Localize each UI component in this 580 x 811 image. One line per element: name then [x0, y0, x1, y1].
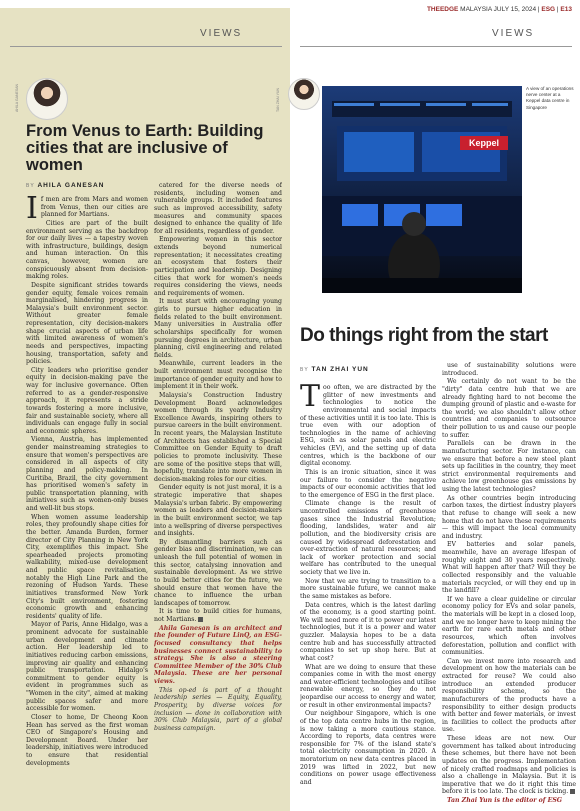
- left-column-2: [154, 182, 282, 806]
- end-mark-icon: [198, 617, 203, 622]
- right-lead-text: oo often, we are distracted by the glitter of new investments and technologies to notice the environmental and social impacts of these activities until it is too late. This is true even with our adoption of technologies in the name of achieving ESG, such as solar panels and electric vehicles (EV), and the setting up of data centres, which is the backbone of our digital economy.: [300, 384, 436, 468]
- article-paragraph: If we have a clear guideline or circular economy policy for EVs and solar panels, the materials will be kept in a closed loop, and we no longer have to keep mining the earth for rare earth metals and other resources, which often involves deforestation, pollution and conflict with communities.: [442, 595, 576, 657]
- article-paragraph: Vienna, Austria, has implemented gender mainstreaming strategies to ensure that women's perspectives are considered in all aspects of city planning and policy-making. In Curitiba, Brazil, the city government has prioritised women's safety in public transportation planning, with initiatives such as women-only buses and well-lit bus stops.: [26, 436, 148, 512]
- brand: THEEDGE: [426, 6, 459, 13]
- article-paragraph: What are we doing to ensure that these companies come in with the most energy and water-efficient technologies and utilise renewable energy, so they do not jeopardise our access to energy and water, or result in other environmental impacts?: [300, 663, 436, 709]
- article-paragraph: Mayor of Paris, Anne Hidalgo, was a prominent advocate for sustainable urban development and climate action. Her leadership led to initiatives reducing carbon emissions, improving air quality and enhancing public transportation. Hidalgo's commitment to gender equity is evident in programmes such as "Women in the city", aimed at making public spaces safer and more accessible for women.: [26, 621, 148, 713]
- author-bio-right: Tan Zhai Yun is the editor of ESG: [447, 797, 563, 804]
- divider: [10, 46, 282, 47]
- article-paragraph: Closer to home, Dr Cheong Koon Hean has served as the first woman CEO of Singapore's Housing and Development Board. Under her leadership, initiatives were introduced to ensure that residential developments: [26, 713, 148, 767]
- article-paragraph: It must start with encouraging young girls to pursue higher education in fields related to the built environment. Many universities in Australia offer scholarships specifically for women pursuing degrees in architecture, urban planning, civil engineering and related fields.: [154, 298, 282, 359]
- keppel-sign: Keppel: [468, 138, 500, 148]
- article-paragraph: Now that we are trying to transition to a more sustainable future, we cannot make the same mistakes as before.: [300, 577, 436, 600]
- article-paragraph: Despite significant strides towards gender equity, female voices remain marginalised, hindering progress in Malaysia's built environment sector. Without greater female representation, city decision-makers shape crucial aspects of urban life with limited awareness of women's needs and perspectives, impacting housing, transportation, safety and policies.: [26, 281, 148, 366]
- section-name: ESG: [541, 6, 556, 13]
- series-note: This op-ed is part of a thought leadership series — Equity, Equality, Prosperity, by diverse voices for inclusion — done in collaboration with 30% Club Malaysia, part of a global business campaign.: [154, 686, 282, 732]
- article-paragraph: Cities are part of the built environment serving as the backdrop for our daily lives — a tapestry woven with infrastructure, buildings, design and human interaction. On this canvas, however, women are conspicuously absent from decision-making roles.: [26, 219, 148, 281]
- article-paragraph: Malaysia's Construction Industry Development Board acknowledges women through its yearly Industry Excellence Awards, inspiring others to pursue careers in the built environment. In recent years, the Malaysian Institute of Architects has established a Special Committee on Gender Equity to draft policies to promote inclusivity. These are some of the positive steps that will, hopefully, translate into more women in decision-making roles for our cities.: [154, 391, 282, 483]
- article-paragraph: City leaders who prioritise gender equity in decision-making pave the way for inclusive governance. Often referred to as a gender-responsive approach, it represents a stride towards fostering a more inclusive, fair and sustainable society, where all individuals can engage fully in social and economic spheres.: [26, 366, 148, 435]
- article-paragraph: Our neighbour Singapore, which is one of the top data centre hubs in the region, is now taking a more cautious stance. According to reports, data centres were responsible for 7% of the island state's total electricity consumption in 2020. A moratorium on new data centres placed in 2019 was lifted in 2022, but new conditions on power usage effectiveness and: [300, 710, 436, 786]
- by-label: BY: [26, 183, 35, 189]
- article-paragraph: Parallels can be drawn in the manufacturing sector. For instance, can we ensure that before a new steel plant sets up facilities in the country, they meet strict environmental requirements and achieve low greenhouse gas emissions by using the latest technologies?: [442, 440, 576, 493]
- right-headline: Do things right from the start: [300, 325, 548, 346]
- right-byline: [300, 366, 369, 373]
- right-dropcap: T: [300, 384, 321, 414]
- right-column-1: [300, 384, 436, 804]
- left-byline: [26, 182, 104, 189]
- photo-illustration: [322, 86, 522, 293]
- author-photo-left: [26, 78, 68, 120]
- author-bio-left: Ahila Ganesan is an architect and the founder of Future LinQ, an ESG-focused consultancy that helps businesses connect sustainability to strategy. She is also a steering Committee Member of the 30% Club Malaysia. These are her personal views.: [154, 624, 282, 685]
- article-paragraph: Data centres, which is the latest darling of the economy, is a good starting point. We will need more of it to power our latest technologies, but it is a power and water guzzler. Malaysia hopes to be a data centre hub and has successfully attracted companies to set up shop here. But at what cost?: [300, 601, 436, 662]
- country: MALAYSIA: [460, 6, 492, 13]
- photo-caption: A view of an operations nerve center at a Keppel data centre in Singapore: [526, 86, 574, 110]
- article-paragraph: Gender equity is not just moral, it is a strategic imperative that shapes Malaysia's urban fabric. By empowering women as leaders and decision-makers in the built environment sector, we tap into a wellspring of diverse perspectives and insights.: [154, 484, 282, 538]
- article-paragraph: By dismantling barriers such as gender bias and discrimination, we can unleash the full potential of women in this sector, catalysing innovation and sustainable development. As we strive to build better cities for the future, we should ensure that women have the chance to influence the urban landscapes of tomorrow.: [154, 538, 282, 607]
- left-lead-text: f men are from Mars and women from Venus, then our cities are planned for Martians.: [40, 196, 148, 219]
- article-paragraph: Climate change is the result of uncontrolled emissions of greenhouse gases since the Industrial Revolution; flooding, landslides, water and air pollution, and the biodiversity crisis are caused by widespread deforestation and over-extraction of natural resources; and lack of worker protection and social welfare has contributed to the unequal society that we live in.: [300, 500, 436, 576]
- article-paragraph: As other countries begin introducing carbon taxes, the dirtiest industry players that refuse to change will seek a new home that do not have these requirements — this will impact the local community and industry.: [442, 494, 576, 540]
- article-paragraph: use of sustainability solutions were introduced.: [442, 362, 576, 377]
- author-photo-right: [288, 78, 320, 110]
- left-column-1: [26, 196, 148, 806]
- article-paragraph: This is an ironic situation, since it was our failure to consider the negative impacts of our economic activities that led to the emergence of ESG in the first place.: [300, 468, 436, 499]
- views-label-right: VIEWS: [492, 28, 535, 39]
- divider: [300, 46, 572, 47]
- article-paragraph: When women assume leadership roles, they profoundly shape cities for the better. Amanda Burden, former director of City Planning in New York City, exemplifies this impact. She spearheaded projects promoting walkability, mixed-use development and public space revitalisation, notably the High Line Park and the rezoning of Hudson Yards. These initiatives transformed New York City's built environment, fostering economic growth and enhancing residents' quality of life.: [26, 513, 148, 620]
- article-paragraph: These ideas are not new. Our government has talked about introducing these schemes, but there have not been updates on the progress. Implementation of nicely crafted roadmaps and policies is also a challenge in Malaysia. But it is imperative that we do it right this time before it is too late. The clock is ticking.: [442, 735, 576, 796]
- photo-credit-left: AHILA GANESAN: [15, 83, 19, 112]
- page-number: E13: [560, 6, 572, 13]
- article-paragraph: Empowering women in this sector extends beyond numerical representation; it necessitates creating an ecosystem that fosters their participation and leadership. Designing cities that work for women's needs requires considering the views, needs and requirements of women.: [154, 236, 282, 297]
- by-label: BY: [300, 367, 309, 373]
- article-paragraph: EV batteries and solar panels, meanwhile, have an average lifespan of roughly eight and 30 years respectively. What will happen after that? Will they be collected responsibly and the valuable materials recycled, or will they end up in the landfill?: [442, 541, 576, 595]
- article-paragraph: Meanwhile, current leaders in the built environment must recognise the importance of gender equity and how to implement it in their work.: [154, 360, 282, 391]
- article-paragraph: Can we invest more into research and development on how the materials can be extracted for reuse? We could also introduce an extended producer responsibility scheme, so the manufacturers of the products have a responsibility to either design products with better and fewer materials, or invest in facilities to collect the products after use.: [442, 657, 576, 734]
- views-label-left: VIEWS: [200, 28, 243, 39]
- end-mark-icon: [570, 789, 575, 794]
- left-headline: From Venus to Earth: Building cities that are inclusive of women: [26, 122, 264, 174]
- right-author: TAN ZHAI YUN: [311, 366, 369, 373]
- data-centre-photo: [322, 86, 522, 293]
- left-dropcap: I: [26, 196, 38, 226]
- right-column-2: [442, 362, 576, 806]
- issue-date: JULY 15, 2024: [493, 6, 537, 13]
- article-paragraph: It is time to build cities for humans, not Martians.: [154, 608, 282, 623]
- photo-credit-right: TAN ZHAI YUN: [276, 88, 280, 112]
- publication-line: THEEDGE MALAYSIA JULY 15, 2024 | ESG | E13: [426, 6, 572, 13]
- left-author: AHILA GANESAN: [37, 182, 105, 189]
- article-paragraph: catered for the diverse needs of residents, including women and vulnerable groups. It included features such as improved accessibility, safety measures and community spaces designed to enhance the quality of life for all residents, regardless of gender.: [154, 182, 282, 235]
- article-paragraph: We certainly do not want to be the "dirty" data centre hub that we are already fighting hard to not become the dumping ground of plastic and e-waste for the world; we also shouldn't allow other countries and companies to outsource their pollution to us and cause our people to suffer.: [442, 378, 576, 439]
